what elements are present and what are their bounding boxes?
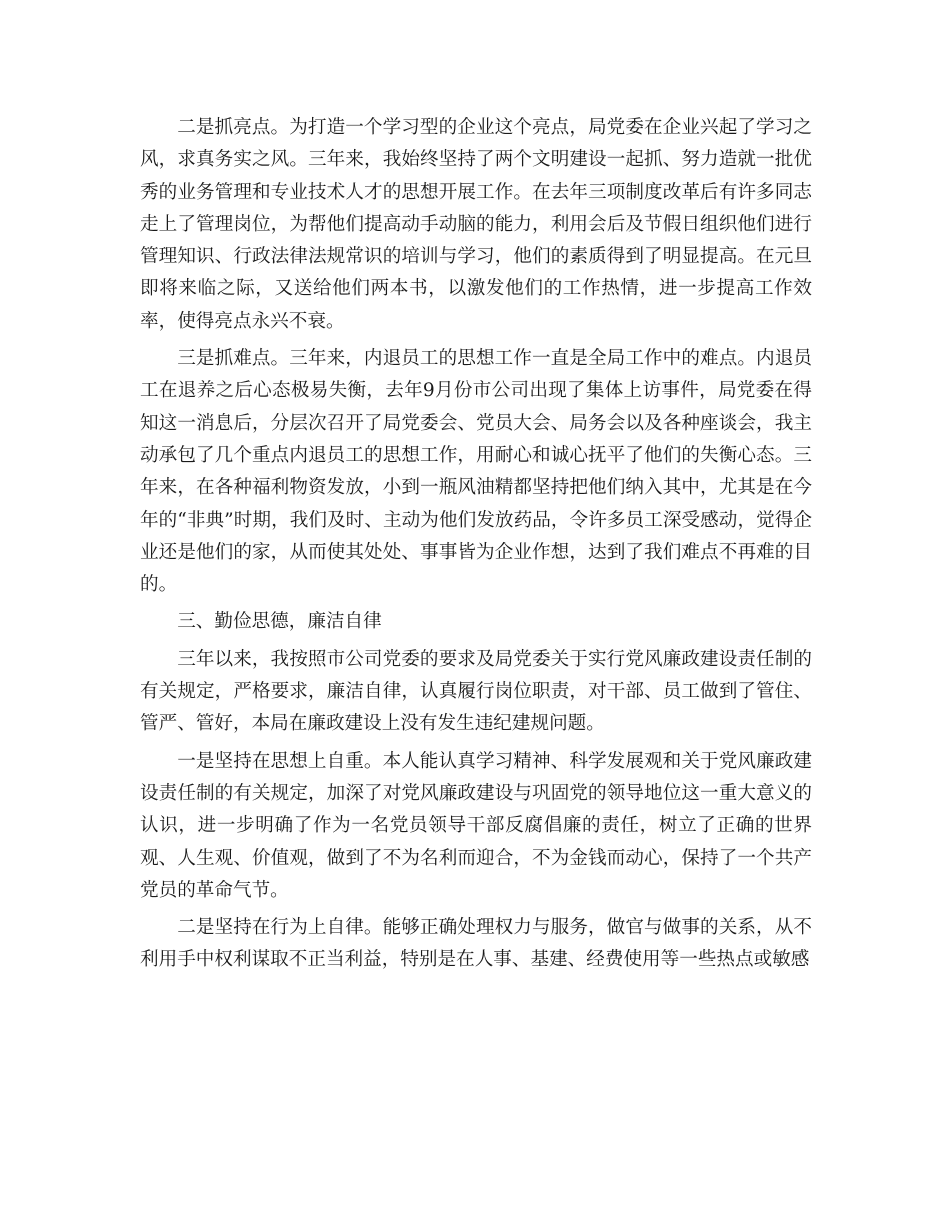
paragraph-difficult-point: 三是抓难点。三年来，内退员工的思想工作一直是全局工作中的难点。内退员工在退养之后心态极易失衡，去年9月份市公司出现了集体上访事件，局党委在得知这一消息后，分层次召开了局党委会、党员大会、局务会以及各种座谈会，我主动承包了几个重点内退员工的思想工作，用耐心和诚心抚平了他们的失衡心态。三年来，在各种福利物资发放，小到一瓶风油精都坚持把他们纳入其中，尤其是在今年的“非典”时期，我们及时、主动为他们发放药品，令许多员工深受感动，觉得企业还是他们的家，从而使其处处、事事皆为企业作想，达到了我们难点不再难的目的。 (140, 348, 812, 596)
paragraph-integrity-intro: 三年以来，我按照市公司党委的要求及局党委关于实行党风廉政建设责任制的有关规定，严格要求，廉洁自律，认真履行岗位职责，对干部、员工做到了管住、管严、管好，本局在廉政建设上没有发生违纪建规问题。 (140, 648, 812, 735)
paragraph-highlight-point: 二是抓亮点。为打造一个学习型的企业这个亮点，局党委在企业兴起了学习之风，求真务实之风。三年来，我始终坚持了两个文明建设一起抓、努力造就一批优秀的业务管理和专业技术人才的思想开展工作。在去年三项制度改革后有许多同志走上了管理岗位，为帮他们提高动手动脑的能力，利用会后及节假日组织他们进行管理知识、行政法律法规常识的培训与学习，他们的素质得到了明显提高。在元旦即将来临之际，又送给他们两本书，以激发他们的工作热情，进一步提高工作效率，使得亮点永兴不衰。 (140, 117, 812, 332)
section-heading: 三、勤俭思德，廉洁自律 (177, 611, 382, 633)
paragraph-self-discipline: 二是坚持在行为上自律。能够正确处理权力与服务，做官与做事的关系，从不利用手中权利谋取不正当利益，特别是在人事、基建、经费使用等一些热点或敏感 (140, 917, 812, 971)
paragraph-self-respect: 一是坚持在思想上自重。本人能认真学习精神、科学发展观和关于党风廉政建设责任制的有关规定，加深了对党风廉政建设与巩固党的领导地位这一重大意义的认识，进一步明确了作为一名党员领导干部反腐倡廉的责任，树立了正确的世界观、人生观、价值观，做到了不为名利而迎合，不为金钱而动心，保持了一个共产党员的革命气节。 (140, 750, 812, 901)
document-body (140, 112, 812, 977)
